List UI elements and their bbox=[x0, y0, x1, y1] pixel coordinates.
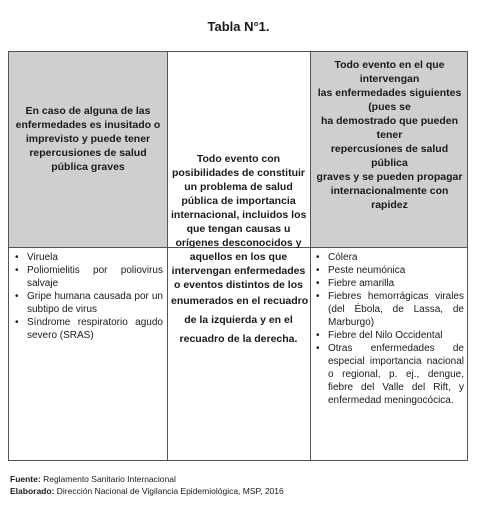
column-3-header-line: (pues se bbox=[368, 101, 411, 113]
source-text: Reglamento Sanitario Internacional bbox=[43, 474, 176, 484]
column-2-line: un problema de salud bbox=[184, 181, 293, 193]
column-3-header-line: ha demostrado que pueden bbox=[320, 115, 459, 127]
list-item: • Poliomielitis por poliovirus salvaje bbox=[13, 264, 163, 290]
list-item: • Fiebre del Nilo Occidental bbox=[314, 329, 464, 342]
elaborated-label: Elaborado: bbox=[10, 486, 55, 496]
list-item: • Peste neumónica bbox=[314, 264, 464, 277]
list-item: • Viruela bbox=[13, 251, 163, 264]
column-2-line: internacional, incluidos los bbox=[171, 209, 307, 221]
footnote-elaborated bbox=[10, 486, 284, 496]
column-divider-1 bbox=[167, 52, 168, 460]
table-title: Tabla N°1. bbox=[207, 19, 270, 34]
column-3-header-line: Todo evento en el que bbox=[334, 59, 445, 71]
column-2-line: orígenes desconocidos y bbox=[175, 237, 302, 249]
column-2-line: posibilidades de constituir bbox=[171, 167, 306, 179]
column-3-header-line: rapidez bbox=[371, 199, 408, 211]
column-3-header-line: las enfermedades siguientes bbox=[317, 87, 462, 99]
column-2-line: de la izquierda y en el bbox=[184, 314, 293, 326]
column-3-header bbox=[314, 58, 465, 212]
column-2-line: intervengan enfermedades bbox=[171, 265, 306, 277]
column-3-header-line: internacionalmente con bbox=[330, 185, 449, 197]
column-3-header-line: graves y se pueden propagar bbox=[316, 171, 463, 183]
list-item: • Gripe humana causada por un subtipo de virus bbox=[13, 290, 163, 316]
column-2-line: enumerados en el recuadro bbox=[171, 295, 309, 307]
source-label: Fuente: bbox=[10, 474, 41, 484]
column-2-line: que tengan causas u bbox=[186, 223, 291, 235]
column-3-header-line: pública bbox=[371, 157, 408, 169]
elaborated-text: Dirección Nacional de Vigilancia Epidemiológica, MSP, 2016 bbox=[56, 486, 284, 496]
list-item: • Fiebres hemorrágicas virales (del Ébola, de Lassa, de Marburgo) bbox=[314, 290, 464, 329]
column-3-list bbox=[314, 251, 464, 407]
column-2-line: Todo evento con bbox=[196, 153, 281, 165]
column-1-list bbox=[13, 251, 163, 342]
column-2-line: o eventos distintos de los bbox=[174, 279, 303, 291]
event-table bbox=[8, 51, 468, 461]
column-2-text bbox=[171, 152, 309, 349]
column-2-line: recuadro de la derecha. bbox=[179, 333, 298, 345]
column-3-header-line: intervengan bbox=[359, 73, 420, 85]
column-2-line: aquellos en los que bbox=[189, 251, 288, 263]
column-3-header-line: tener bbox=[376, 129, 403, 141]
list-item: • Otras enfermedades de especial importancia nacional o regional, p. ej., dengue, fiebre del Valle del Rift, y enfermedad meningocócica. bbox=[314, 342, 464, 407]
footnote-source bbox=[10, 474, 176, 484]
column-2-line: pública de importancia bbox=[181, 195, 296, 207]
list-item: • Fiebre amarilla bbox=[314, 277, 464, 290]
column-divider-2 bbox=[310, 52, 311, 460]
list-item: • Síndrome respiratorio agudo severo (SRAS) bbox=[13, 316, 163, 342]
list-item: • Cólera bbox=[314, 251, 464, 264]
column-1-header: En caso de alguna de las enfermedades es inusitado o imprevisto y puede tener repercusiones de salud pública graves bbox=[15, 105, 161, 173]
column-3-header-line: repercusiones de salud bbox=[330, 143, 449, 155]
